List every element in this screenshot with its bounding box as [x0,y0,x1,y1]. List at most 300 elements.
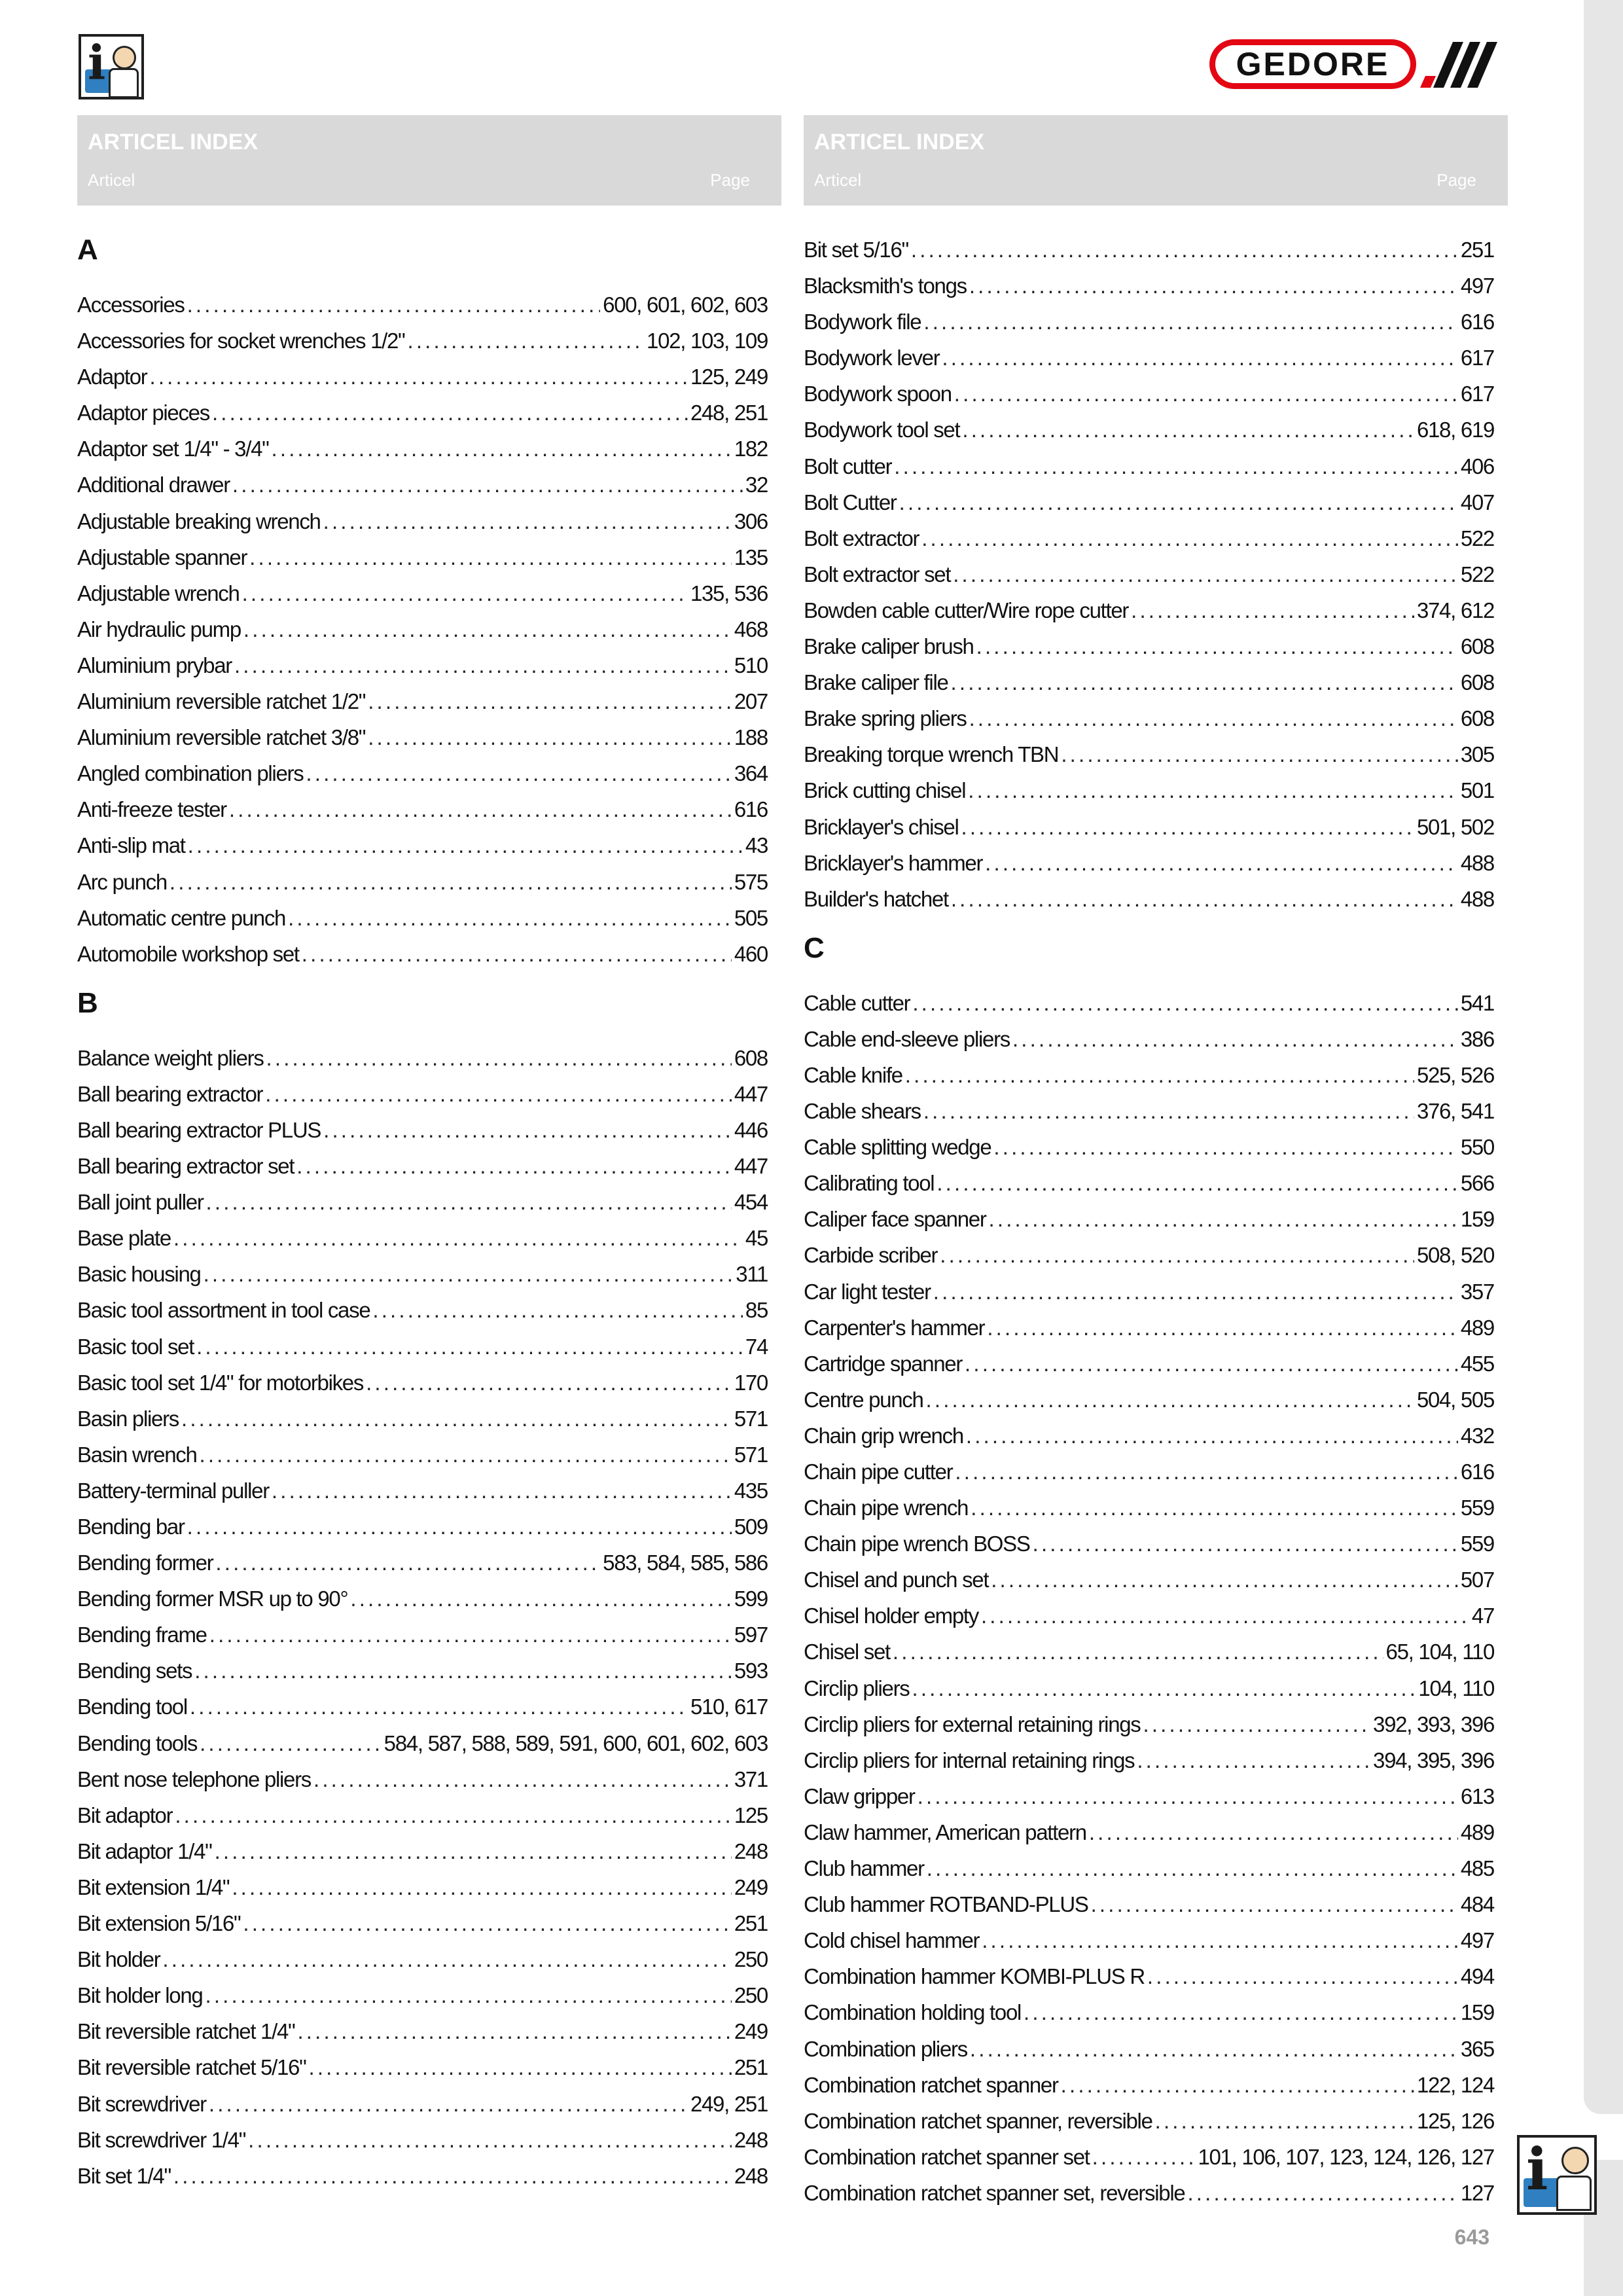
entry-name: Breaking torque wrench TBN [804,742,1059,767]
index-entry [77,503,768,539]
dot-leader [190,1689,688,1725]
header-page-label: Page [1436,170,1476,190]
index-entry [804,1129,1494,1165]
index-entry [804,1814,1494,1850]
index-entry [77,359,768,395]
dot-leader [982,1922,1458,1958]
dot-leader [981,1598,1469,1634]
index-entry [77,287,768,323]
entry-pages: 618, 619 [1416,418,1494,442]
entry-name: Brake spring pliers [804,706,967,731]
dot-leader [951,881,1458,917]
entry-pages: 460 [734,941,768,966]
index-entry [804,268,1494,304]
section-letter: C [804,931,825,964]
entry-name: Carpenter's hammer [804,1315,985,1340]
dot-leader [894,448,1458,484]
entry-name: Combination holding tool [804,2000,1022,2025]
index-entry [804,1886,1494,1922]
entry-name: Bricklayer's hammer [804,850,983,875]
dot-leader [215,1545,600,1581]
index-entry [804,1634,1494,1670]
entry-pages: 365 [1460,2036,1494,2061]
entry-name: Bit set 5/16" [804,238,908,262]
entry-pages: 497 [1460,1928,1494,1953]
info-letter: i [1526,2135,1548,2203]
dot-leader [966,1418,1458,1454]
entry-pages: 43 [745,833,768,858]
entry-pages: 371 [734,1767,768,1791]
dot-leader [923,304,1457,340]
entry-name: Combination ratchet spanner set [804,2144,1090,2169]
dot-leader [1131,592,1414,628]
entry-pages: 207 [734,689,768,714]
entry-pages: 248 [734,2127,768,2152]
entry-name: Adaptor pieces [77,401,209,425]
entry-pages: 447 [734,1081,768,1106]
index-entry [77,1761,768,1797]
entry-pages: 600, 601, 602, 603 [603,293,768,317]
header-title: ARTICEL INDEX [88,130,259,154]
dot-leader [905,1057,1414,1093]
entry-name: Combination pliers [804,2036,967,2061]
index-entry [804,772,1494,808]
dot-leader [971,1490,1458,1526]
entry-name: Bolt extractor [804,526,919,550]
index-column-right [804,232,1494,2211]
index-entry [77,575,768,611]
header-title: ARTICEL INDEX [814,130,985,154]
entry-pages: 45 [745,1226,768,1251]
dot-leader [1012,1021,1458,1057]
dot-leader [232,467,743,503]
dot-leader [912,985,1458,1021]
entry-pages: 104, 110 [1418,1676,1494,1700]
dot-leader [272,1473,732,1509]
index-entry [804,1346,1494,1382]
entry-name: Additional drawer [77,473,230,497]
index-entry [77,864,768,900]
entry-pages: 525, 526 [1416,1062,1494,1087]
entry-pages: 311 [736,1262,768,1287]
entry-pages: 250 [734,1947,768,1972]
index-entry [77,2158,768,2194]
dot-leader [942,340,1457,376]
entry-pages: 159 [1460,1207,1494,1232]
index-entry [77,1653,768,1689]
index-entry [804,232,1494,268]
entry-name: Bit extension 1/4" [77,1874,230,1899]
entry-name: Bit adaptor 1/4" [77,1839,212,1863]
entry-name: Cold chisel hammer [804,1928,980,1953]
entry-name: Bit adaptor [77,1803,173,1827]
dot-leader [188,827,743,863]
entry-pages: 593 [734,1659,768,1683]
dot-leader [1033,1526,1458,1562]
entry-name: Adjustable breaking wrench [77,509,321,533]
dot-leader [911,232,1458,268]
entry-name: Battery-terminal puller [77,1478,269,1503]
index-section [804,930,1494,2211]
entry-pages: 616 [734,797,768,822]
entry-pages: 488 [1460,886,1494,911]
entry-pages: 616 [1460,1460,1494,1484]
dot-leader [162,1941,731,1977]
entry-pages: 597 [734,1623,768,1647]
entry-pages: 182 [734,437,768,461]
entry-pages: 248, 251 [690,401,768,425]
index-entry [804,664,1494,700]
entry-name: Brake caliper brush [804,634,974,659]
entry-name: Circlip pliers [804,1676,910,1700]
dot-leader [962,412,1414,448]
index-entry [804,1850,1494,1886]
index-entry [77,467,768,503]
entry-name: Basic tool set 1/4" for motorbikes [77,1370,364,1395]
entry-pages: 599 [734,1587,768,1611]
dot-leader [209,1617,732,1653]
index-entry [804,1958,1494,1994]
entry-name: Ball bearing extractor PLUS [77,1117,321,1142]
entry-name: Caliper face spanner [804,1207,986,1232]
entry-name: Ball bearing extractor [77,1081,263,1106]
index-entry [804,1274,1494,1310]
entry-name: Claw gripper [804,1784,915,1808]
index-entry [77,791,768,827]
index-entry [804,1706,1494,1742]
entry-name: Bit extension 5/16" [77,1911,241,1936]
index-entry [77,1184,768,1220]
dot-leader [993,1129,1457,1165]
entry-name: Anti-slip mat [77,833,185,858]
dot-leader [953,556,1458,592]
entry-name: Brake caliper file [804,670,948,695]
index-entry [77,2122,768,2158]
index-entry [804,1670,1494,1706]
dot-leader [951,664,1458,700]
index-entry [77,1256,768,1292]
entry-name: Bit holder [77,1947,160,1972]
logo-text: GEDORE [1236,46,1390,82]
dot-leader [407,323,644,359]
entry-pages: 251 [1460,238,1494,262]
entry-name: Bodywork file [804,310,921,334]
index-entry [804,556,1494,592]
entry-name: Car light tester [804,1279,931,1304]
entry-name: Anti-freeze tester [77,797,226,822]
index-entry [77,1905,768,1941]
entry-pages: 125, 249 [690,365,768,389]
index-entry [77,1401,768,1437]
index-entry [77,1617,768,1653]
dot-leader [200,1437,732,1473]
index-entry [77,1689,768,1725]
dot-leader [204,1256,734,1292]
index-entry [804,2139,1494,2175]
index-header-right [804,115,1508,206]
entry-name: Bodywork tool set [804,418,960,442]
dot-leader [989,1201,1458,1237]
entry-name: Air hydraulic pump [77,617,241,641]
entry-name: Combination ratchet spanner [804,2072,1058,2097]
dot-leader [936,1165,1458,1201]
entry-name: Bending sets [77,1659,192,1683]
entry-pages: 559 [1460,1496,1494,1520]
entry-pages: 510 [734,653,768,677]
info-mechanic-icon [79,34,144,99]
index-entry [804,340,1494,376]
index-entry [804,2031,1494,2067]
dot-leader [368,683,732,719]
entry-name: Bodywork spoon [804,382,952,406]
entry-pages: 505 [734,905,768,930]
entry-name: Combination hammer KOMBI-PLUS R [804,1964,1145,1989]
entry-pages: 454 [734,1190,768,1215]
entry-pages: 504, 505 [1416,1387,1494,1412]
index-entry [804,1994,1494,2030]
dot-leader [243,1905,731,1941]
index-entry [804,1526,1494,1562]
index-entry [804,376,1494,412]
index-entry [804,2175,1494,2211]
dot-leader [969,268,1458,304]
index-entry [804,845,1494,881]
entry-pages: 47 [1471,1604,1494,1628]
dot-leader [1137,1742,1370,1778]
entry-name: Club hammer ROTBAND-PLUS [804,1892,1088,1917]
dot-leader [985,845,1458,881]
index-entry [77,323,768,359]
index-entry [77,1365,768,1401]
index-entry [77,431,768,467]
entry-name: Bending tool [77,1695,187,1719]
entry-name: Balance weight pliers [77,1045,264,1070]
entry-pages: 135, 536 [690,581,768,605]
entry-pages: 566 [1460,1171,1494,1196]
dot-leader [149,359,687,395]
entry-pages: 510, 617 [690,1695,768,1719]
entry-pages: 374, 612 [1416,598,1494,622]
entry-pages: 432 [1460,1423,1494,1448]
side-thumb-tab [1584,0,1623,2114]
entry-name: Bent nose telephone pliers [77,1767,311,1791]
index-entry [77,719,768,755]
index-entry [77,1148,768,1184]
entry-name: Adjustable wrench [77,581,240,605]
entry-pages: 541 [1460,990,1494,1015]
dot-leader [954,376,1458,412]
entry-name: Base plate [77,1226,171,1251]
entry-pages: 376, 541 [1416,1099,1494,1124]
index-entry [77,2013,768,2049]
dot-leader [234,647,732,683]
index-entry [77,1112,768,1148]
entry-pages: 616 [1460,310,1494,334]
entry-pages: 74 [745,1334,768,1359]
entry-pages: 522 [1460,526,1494,550]
dot-leader [196,1329,743,1365]
entry-pages: 509 [734,1515,768,1539]
index-entry [804,1778,1494,1814]
logo-stripes-icon [1420,42,1503,88]
dot-leader [1089,1814,1458,1850]
dot-leader [372,1292,743,1328]
entry-name: Adaptor set 1/4" - 3/4" [77,437,269,461]
entry-name: Basic tool set [77,1334,194,1359]
entry-pages: 485 [1460,1856,1494,1881]
index-entry [77,1833,768,1869]
dot-leader [912,1670,1416,1706]
dot-leader [366,1365,732,1401]
entry-pages: 249 [734,1874,768,1899]
entry-name: Cable splitting wedge [804,1135,991,1160]
index-entry [77,1292,768,1328]
index-entry [77,539,768,575]
entry-pages: 508, 520 [1416,1243,1494,1268]
index-entry [804,1093,1494,1129]
entry-pages: 571 [734,1442,768,1467]
entry-pages: 468 [734,617,768,641]
index-entry [804,412,1494,448]
index-entry [804,1922,1494,1958]
entry-pages: 522 [1460,562,1494,586]
entry-name: Accessories [77,293,185,317]
gedore-logo [1209,39,1503,89]
dot-leader [1143,1706,1371,1742]
entry-pages: 501 [1460,778,1494,803]
entry-pages: 305 [1460,742,1494,767]
index-entry [804,520,1494,556]
dot-leader [923,1093,1414,1129]
entry-name: Automatic centre punch [77,905,286,930]
dot-leader [926,1382,1414,1418]
index-entry [804,484,1494,520]
dot-leader [921,520,1458,556]
index-section [77,985,768,2194]
entry-pages: 575 [734,869,768,894]
entry-pages: 127 [1460,2180,1494,2205]
entry-pages: 188 [734,725,768,750]
entry-pages: 125, 126 [1416,2108,1494,2133]
index-section [804,232,1494,917]
entry-pages: 32 [745,473,768,497]
dot-leader [965,1346,1458,1382]
entry-pages: 125 [734,1803,768,1827]
entry-pages: 497 [1460,274,1494,298]
dot-leader [1155,2103,1414,2139]
index-entry [77,936,768,972]
entry-name: Arc punch [77,869,167,894]
dot-leader [1061,2067,1414,2103]
dot-leader [955,1454,1457,1490]
entry-pages: 102, 103, 109 [647,329,768,353]
dot-leader [1147,1958,1458,1994]
index-entry [77,1869,768,1905]
dot-leader [296,1148,732,1184]
index-entry [77,1581,768,1617]
entry-pages: 447 [734,1154,768,1179]
entry-name: Centre punch [804,1387,923,1412]
entry-name: Bending frame [77,1623,207,1647]
index-entry [804,1165,1494,1201]
index-entry [77,1220,768,1256]
dot-leader [187,1509,732,1545]
entry-pages: 392, 393, 396 [1373,1712,1494,1736]
dot-leader [991,1562,1458,1598]
dot-leader [229,791,732,827]
dot-leader [288,900,732,936]
entry-name: Automobile workshop set [77,941,299,966]
index-entry [804,1057,1494,1093]
entry-pages: 306 [734,509,768,533]
entry-name: Chisel and punch set [804,1568,989,1592]
dot-leader [169,864,732,900]
entry-name: Adaptor [77,365,147,389]
entry-name: Bit reversible ratchet 5/16" [77,2055,306,2080]
entry-pages: 251 [734,1911,768,1936]
dot-leader [350,1581,731,1617]
entry-name: Bending bar [77,1515,185,1539]
header-articel-label: Articel [814,170,862,190]
index-entry [804,592,1494,628]
index-entry [804,1598,1494,1634]
entry-name: Chisel set [804,1640,890,1664]
info-mechanic-icon [1517,2135,1597,2215]
entry-name: Bricklayer's chisel [804,814,959,839]
dot-leader [927,1850,1458,1886]
entry-pages: 488 [1460,850,1494,875]
entry-pages: 550 [1460,1135,1494,1160]
dot-leader [970,2031,1458,2067]
entry-pages: 608 [734,1045,768,1070]
entry-name: Cable knife [804,1062,902,1087]
entry-name: Bowden cable cutter/Wire rope cutter [804,598,1129,622]
entry-name: Aluminium prybar [77,653,232,677]
entry-name: Builder's hatchet [804,886,948,911]
index-entry [77,1725,768,1761]
entry-name: Combination ratchet spanner set, reversible [804,2180,1185,2205]
index-entry [77,2086,768,2122]
entry-name: Combination ratchet spanner, reversible [804,2108,1152,2133]
dot-leader [987,1310,1457,1346]
index-entry [804,448,1494,484]
dot-leader [1091,1886,1458,1922]
entry-name: Bolt extractor set [804,562,951,586]
header-articel-label: Articel [88,170,135,190]
dot-leader [323,503,732,539]
entry-pages: 357 [1460,1279,1494,1304]
dot-leader [309,2049,732,2085]
index-entry [77,1797,768,1833]
entry-pages: 617 [1460,382,1494,406]
entry-name: Brick cutting chisel [804,778,966,803]
index-entry [77,683,768,719]
entry-name: Bolt cutter [804,454,892,478]
entry-name: Chain pipe cutter [804,1460,953,1484]
entry-pages: 249, 251 [690,2091,768,2116]
dot-leader [181,1401,732,1437]
dot-leader [940,1237,1414,1273]
entry-name: Bit set 1/4" [77,2163,171,2188]
entry-name: Carbide scriber [804,1243,938,1268]
index-entry [77,1040,768,1076]
entry-name: Chain pipe wrench BOSS [804,1532,1030,1556]
dot-leader [961,809,1414,845]
dot-leader [306,755,731,791]
index-entry [804,1418,1494,1454]
entry-pages: 435 [734,1478,768,1503]
dot-leader [175,1797,732,1833]
